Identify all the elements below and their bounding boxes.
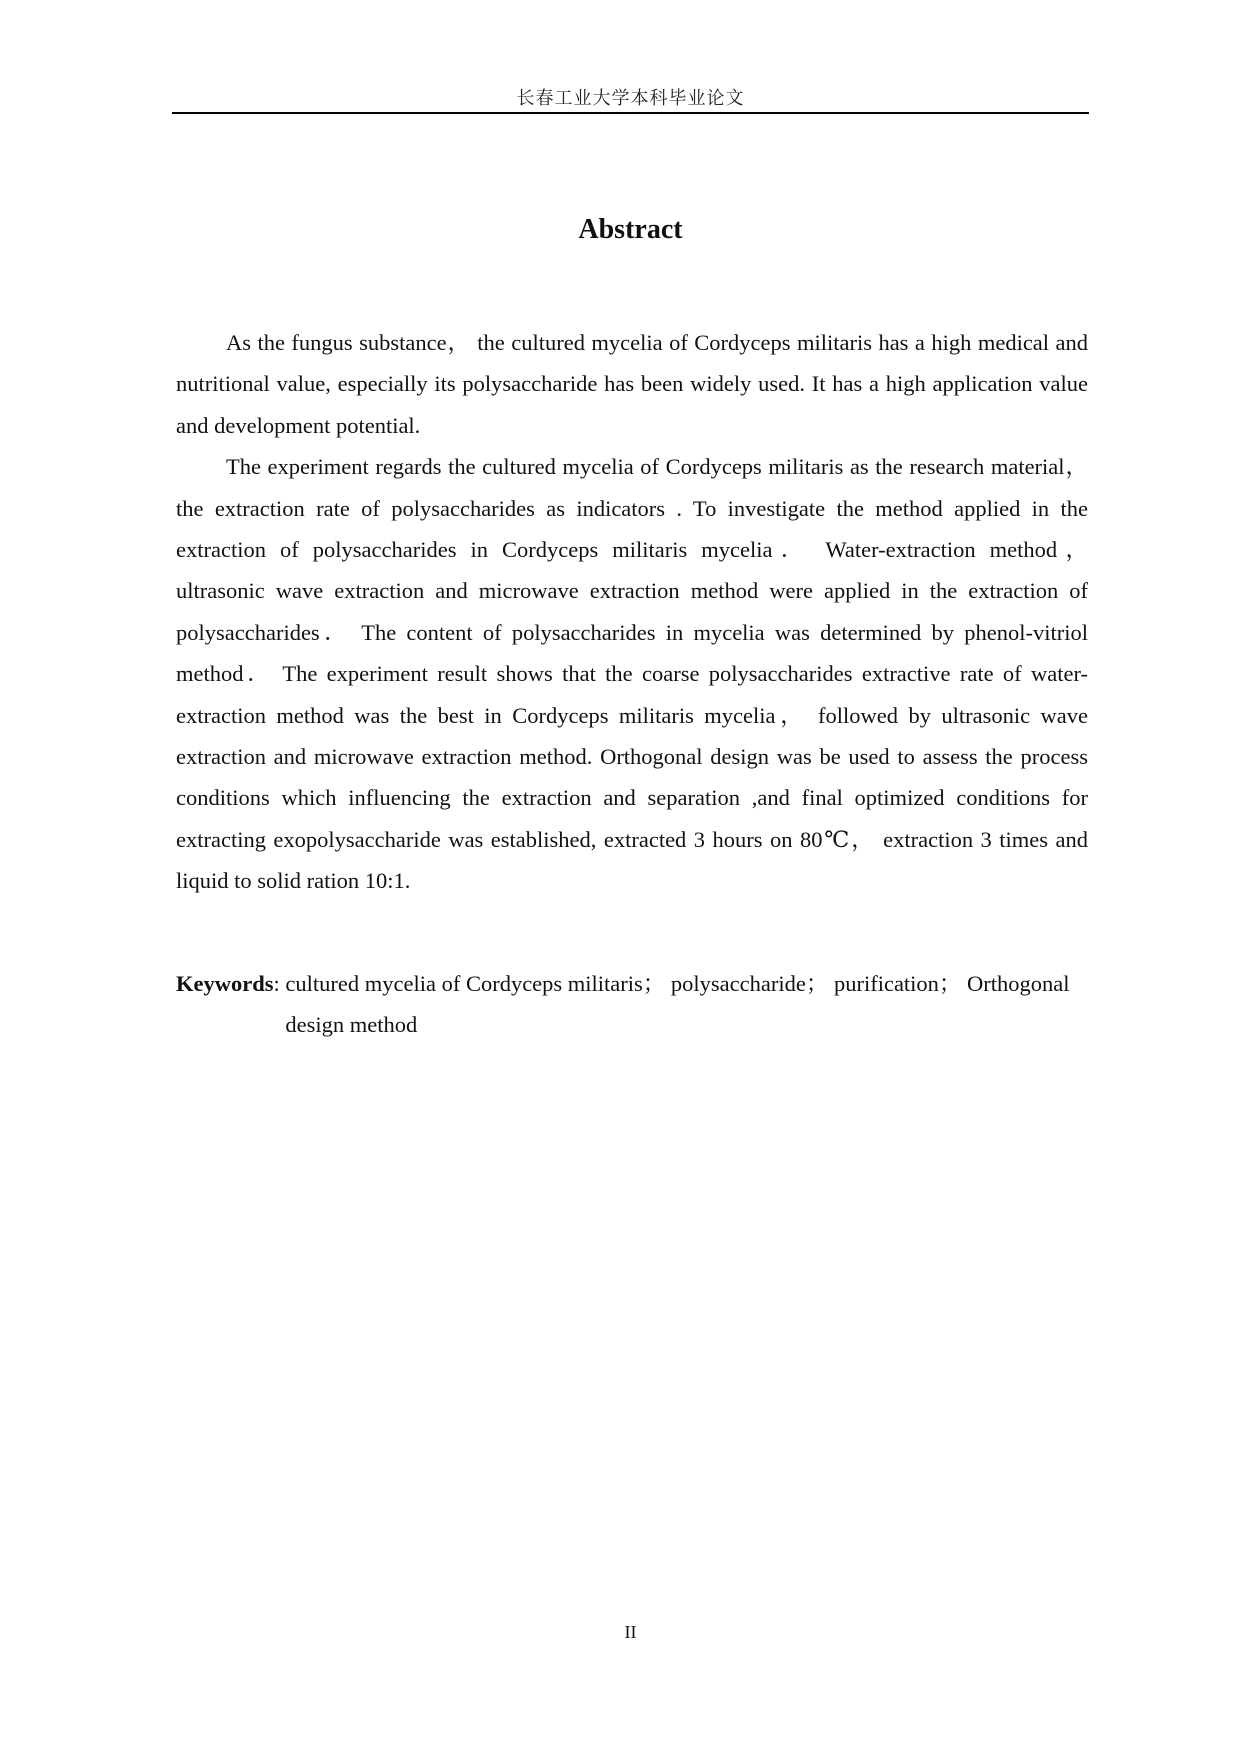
running-header: 长春工业大学本科毕业论文 xyxy=(516,88,745,108)
abstract-paragraph-2: The experiment regards the cultured mycelia of Cordyceps militaris as the research material， the extraction rate of polysaccharides as indicators . To investigate the method applied in the extraction of polysaccharides in Cordyceps militaris mycelia． Water-extraction method， ultrasonic wave extraction and microwave extraction method were applied in the extraction of polysaccharides． The content of polysaccharides in mycelia was determined by phenol-vitriol method． The experiment result shows that the coarse polysaccharides extractive rate of water-extraction method was the best in Cordyceps militaris mycelia， followed by ultrasonic wave extraction and microwave extraction method. Orthogonal design was be used to assess the process conditions which influencing the extraction and separation ,and final optimized conditions for extracting exopolysaccharide was established, extracted 3 hours on 80℃， extraction 3 times and liquid to solid ration 10:1. xyxy=(176,454,1088,894)
page-number: II xyxy=(624,1622,637,1642)
abstract-title: Abstract xyxy=(578,214,683,245)
keywords-colon: : xyxy=(273,971,286,996)
keywords-block xyxy=(176,963,1088,1046)
abstract-body xyxy=(176,322,1088,902)
abstract-paragraph-1: As the fungus substance， the cultured mycelia of Cordyceps militaris has a high medical and nutritional value, especially its polysaccharide has been widely used. It has a high application value and development potential. xyxy=(176,330,1088,438)
header-rule xyxy=(172,112,1089,114)
keywords-text: cultured mycelia of Cordyceps militaris； polysaccharide； purification； Orthogonal design method xyxy=(285,971,1070,1038)
keywords-label: Keywords xyxy=(176,971,274,996)
